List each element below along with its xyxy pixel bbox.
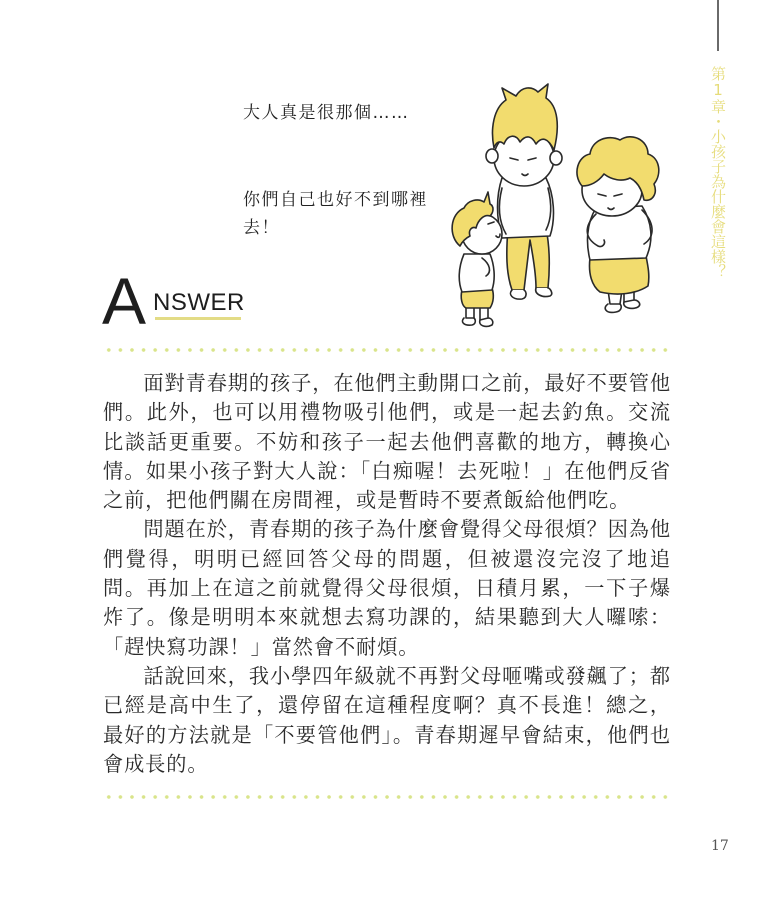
body-paragraph: 面對青春期的孩子，在他們主動開口之前，最好不要管他們。此外，也可以用禮物吸引他們，或是一起去釣魚。交流比談話更重要。不妨和孩子一起去他們喜歡的地方，轉換心情。如果小孩子對大人說：「白痴喔！去死啦！」在他們反省之前，把他們關在房間裡，或是暫時不要煮飯給他們吃。 bbox=[103, 371, 671, 513]
body-paragraph: 問題在於，青春期的孩子為什麼會覺得父母很煩？因為他們覺得，明明已經回答父母的問題，但被還沒完沒了地追問。再加上在這之前就覺得父母很煩，日積月累，一下子爆炸了。像是明明本來就想去寫功課的，結果聽到大人囉嗦：「趕快寫功課！」當然會不耐煩。 bbox=[103, 517, 671, 659]
dotted-divider-top bbox=[103, 348, 669, 352]
page-number: 17 bbox=[711, 838, 729, 854]
top-rule bbox=[717, 0, 719, 51]
dotted-divider-bottom bbox=[103, 795, 669, 799]
answer-underline bbox=[155, 317, 241, 320]
answer-heading-initial: A bbox=[102, 264, 147, 338]
speech-line-teen: 你們自己也好不到哪裡去！ bbox=[243, 190, 428, 238]
answer-heading-rest: NSWER bbox=[153, 289, 245, 316]
teenager-figure bbox=[486, 84, 562, 299]
answer-heading bbox=[102, 264, 262, 338]
chapter-label: 第1章・小孩子為什麼會這樣？ bbox=[709, 66, 727, 279]
mother-figure bbox=[577, 137, 659, 313]
speech-line-parent: 大人真是很那個…… bbox=[243, 103, 410, 123]
child-figure bbox=[452, 192, 502, 326]
family-illustration bbox=[432, 78, 682, 340]
answer-body bbox=[103, 369, 671, 779]
body-paragraph: 話說回來，我小學四年級就不再對父母咂嘴或發飆了；都已經是高中生了，還停留在這種程度啊？真不長進！總之，最好的方法就是「不要管他們」。青春期遲早會結束，他們也會成長的。 bbox=[103, 663, 671, 776]
